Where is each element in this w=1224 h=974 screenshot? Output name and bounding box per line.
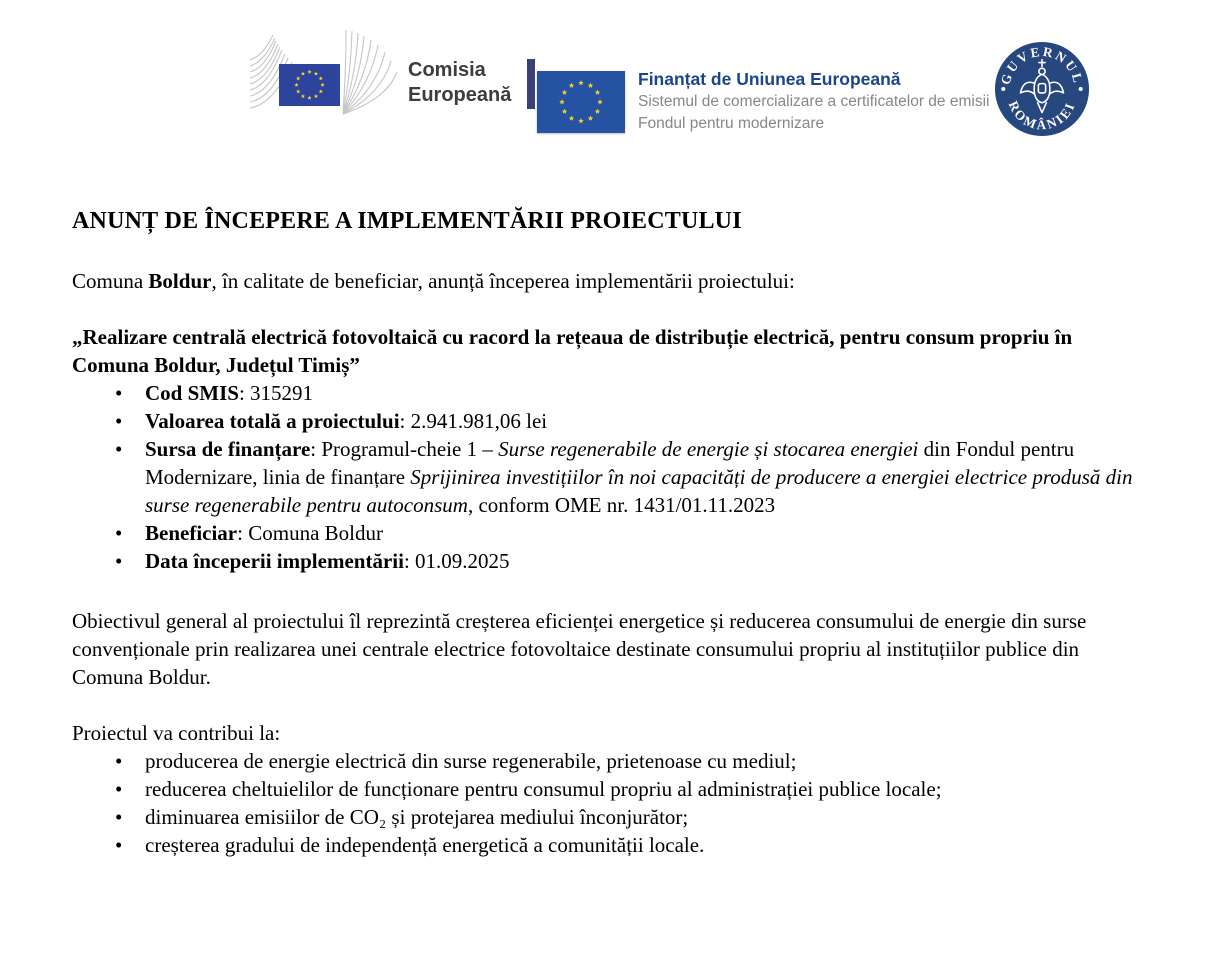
objective-paragraph: Obiectivul general al proiectului îl reprezintă creșterea eficienței energetice și reducerea consumului de energie din surse convenționale prin realizarea unei centrale electrice fotovoltaice destinate consumului propriu al instituțiilor publice din Comuna Boldur. — [72, 609, 1087, 689]
ec-wordmark-line1: Comisia — [408, 59, 486, 81]
text-segment: : Comuna Boldur — [237, 521, 383, 545]
text-segment: Comuna — [72, 269, 149, 293]
eu-funding-title: Finanțat de Uniunea Europeană — [638, 69, 901, 89]
text-segment: Boldur — [148, 269, 212, 293]
project-details-list — [72, 379, 1150, 575]
page-title: ANUNȚ DE ÎNCEPERE A IMPLEMENTĂRII PROIECTULUI — [72, 208, 742, 234]
announcement-body — [0, 205, 1224, 859]
list-item — [145, 407, 1150, 435]
list-item — [145, 547, 1150, 575]
text-segment: : Programul-cheie 1 – — [310, 437, 499, 461]
text-segment: Beneficiar — [145, 521, 238, 545]
list-item: • diminuarea emisiilor de CO₂ și protejarea mediului înconjurător; — [145, 803, 1150, 831]
contributions-list — [72, 747, 1150, 859]
text-segment: Surse regenerabile de energie și stocarea energiei — [498, 437, 919, 461]
ec-logo-bar — [527, 59, 535, 109]
text-segment: , în calitate de beneficiar, anunță începerea implementării proiectului: — [211, 269, 795, 293]
gov-logo-dot-left — [1001, 87, 1005, 91]
text-segment: Data începerii implementării — [145, 549, 404, 573]
text-segment: din Fondul pentru Modernizare, linia de finanțare — [145, 437, 1075, 489]
text-segment: Sprijinirea investițiilor în noi capacități de producere a energiei electrice produsă din surse regenerabile pentru autoconsum — [145, 465, 1133, 517]
romanian-government-seal — [993, 40, 1091, 138]
project-title: „Realizare centrală electrică fotovoltaică cu racord la rețeaua de distribuție electrică, pentru consum propriu în Comuna Boldur, Județul Timiș” — [72, 325, 1073, 377]
gov-logo-dot-right — [1079, 87, 1083, 91]
eu-funding-subtitle-1: Sistemul de comercializare a certificatelor de emisii — [638, 93, 990, 110]
romanian-government-logo — [993, 40, 1091, 144]
ec-wordmark — [408, 58, 511, 108]
list-item — [145, 435, 1150, 519]
intro-paragraph — [72, 267, 1150, 295]
list-item: • producerea de energie electrică din surse regenerabile, prietenoase cu mediul; — [145, 747, 1150, 775]
eu-flag-icon — [537, 71, 625, 133]
text-segment: : 01.09.2025 — [403, 549, 510, 573]
ec-wordmark-line2: Europeană — [408, 84, 512, 106]
eu-funding-logo — [537, 71, 989, 134]
text-segment: Cod SMIS — [145, 381, 239, 405]
text-segment: Valoarea totală a proiectului — [145, 409, 400, 433]
gov-logo-text-top: GUVERNUL — [997, 43, 1087, 87]
eu-funding-subtitle-2: Fondul pentru modernizare — [638, 114, 825, 132]
text-segment: : 2.941.981,06 lei — [399, 409, 548, 433]
gov-logo-text-bottom: ROMÂNIEI — [1005, 98, 1079, 133]
ec-flag-building-graphic — [250, 28, 400, 116]
text-segment: Sursa de finanțare — [145, 437, 311, 461]
eu-funding-text — [638, 68, 989, 134]
logo-header — [0, 18, 1224, 143]
list-item: • creșterea gradului de independență energetică a comunității locale. — [145, 831, 1150, 859]
text-segment: , conform OME nr. 1431/01.11.2023 — [467, 493, 776, 517]
list-item: • reducerea cheltuielilor de funcționare pentru consumul propriu al administrației publice locale; — [145, 775, 1150, 803]
list-item — [145, 519, 1150, 547]
contribution-intro: Proiectul va contribui la: — [72, 721, 281, 745]
text-segment: : 315291 — [238, 381, 314, 405]
list-item — [145, 379, 1150, 407]
european-commission-logo — [250, 28, 535, 116]
document-page — [0, 18, 1224, 974]
